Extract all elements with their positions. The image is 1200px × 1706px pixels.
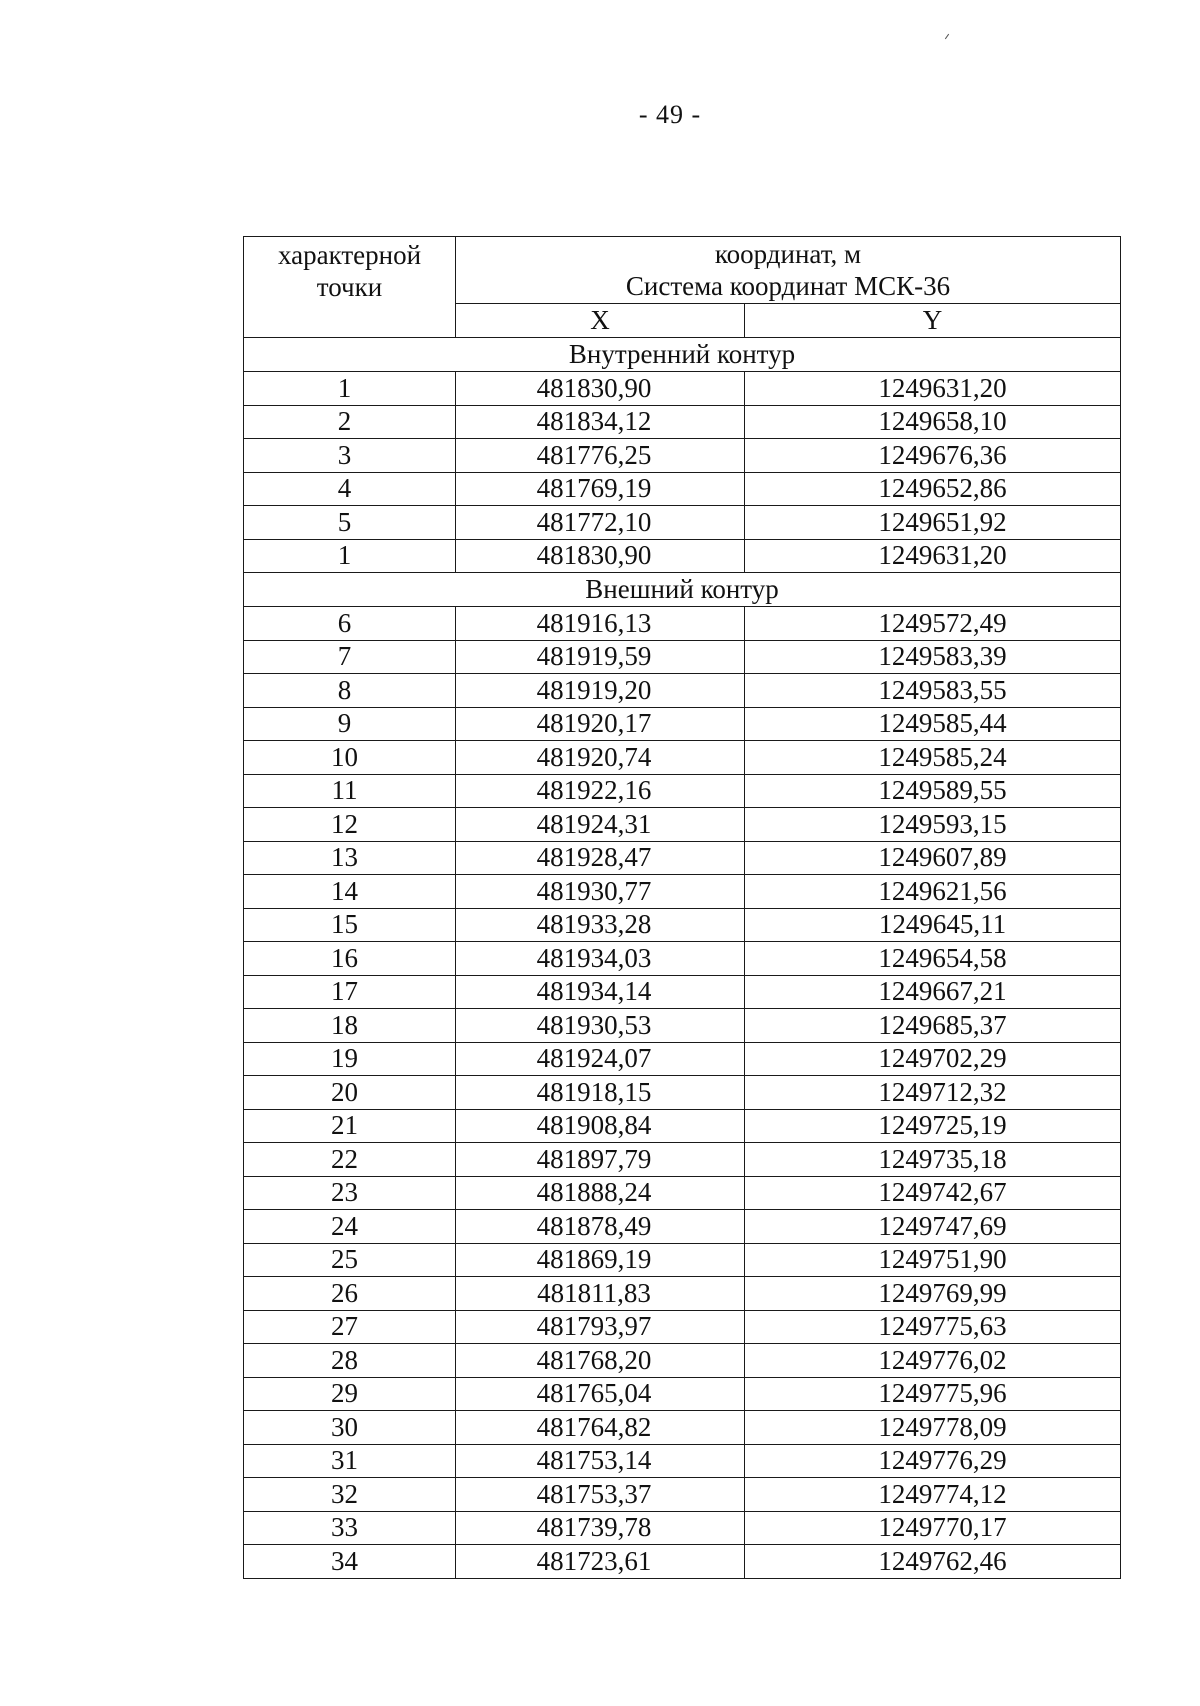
x-coordinate-cell: 481919,59 [456,640,745,674]
point-number-cell: 26 [244,1277,456,1311]
point-number-cell: 6 [244,607,456,641]
table-row [244,674,1121,708]
point-number-cell: 23 [244,1176,456,1210]
table-row [244,472,1121,506]
point-number-cell: 10 [244,741,456,775]
y-coordinate-cell: 1249585,44 [745,707,1121,741]
point-number-cell: 22 [244,1143,456,1177]
x-coordinate-cell: 481753,14 [456,1444,745,1478]
coordinates-header-line-1: координат, м [714,238,862,269]
point-number-cell: 32 [244,1478,456,1512]
point-number-cell: 16 [244,942,456,976]
y-coordinate-cell: 1249572,49 [745,607,1121,641]
y-coordinate-cell: 1249725,19 [745,1109,1121,1143]
x-coordinate-cell: 481920,17 [456,707,745,741]
table-row [244,975,1121,1009]
y-coordinate-cell: 1249775,96 [745,1377,1121,1411]
point-number-cell: 1 [244,539,456,573]
x-coordinate-cell: 481834,12 [456,405,745,439]
x-coordinate-cell: 481922,16 [456,774,745,808]
point-number-cell: 33 [244,1511,456,1545]
point-number-cell: 13 [244,841,456,875]
table-row [244,506,1121,540]
point-number-cell: 29 [244,1377,456,1411]
point-number-header [244,237,456,338]
point-number-cell: 8 [244,674,456,708]
y-coordinate-cell: 1249593,15 [745,808,1121,842]
point-number-cell: 28 [244,1344,456,1378]
table-row [244,841,1121,875]
y-coordinate-cell: 1249769,99 [745,1277,1121,1311]
x-column-header: X [456,303,745,337]
x-coordinate-cell: 481888,24 [456,1176,745,1210]
section-title: Внешний контур [244,573,1121,607]
coordinates-header [456,237,1121,304]
point-number-cell: 24 [244,1210,456,1244]
y-coordinate-cell: 1249658,10 [745,405,1121,439]
x-coordinate-cell: 481878,49 [456,1210,745,1244]
table-row [244,405,1121,439]
coordinates-table-body [244,237,1121,1579]
y-coordinate-cell: 1249742,67 [745,1176,1121,1210]
page-number: - 49 - [638,100,702,129]
point-number-header-line-2: точки [316,272,383,302]
point-number-cell: 12 [244,808,456,842]
y-coordinate-cell: 1249751,90 [745,1243,1121,1277]
x-coordinate-cell: 481934,14 [456,975,745,1009]
coordinates-table [243,236,1121,1579]
x-coordinate-cell: 481723,61 [456,1545,745,1579]
y-coordinate-cell: 1249583,55 [745,674,1121,708]
table-row [244,1143,1121,1177]
point-number-cell: 20 [244,1076,456,1110]
point-number-cell: 17 [244,975,456,1009]
y-coordinate-cell: 1249652,86 [745,472,1121,506]
table-row [244,1411,1121,1445]
section-title: Внутренний контур [244,338,1121,372]
y-coordinate-cell: 1249667,21 [745,975,1121,1009]
table-row [244,1009,1121,1043]
table-row [244,1109,1121,1143]
point-number-cell: 19 [244,1042,456,1076]
y-coordinate-cell: 1249607,89 [745,841,1121,875]
y-coordinate-cell: 1249651,92 [745,506,1121,540]
x-coordinate-cell: 481924,07 [456,1042,745,1076]
x-coordinate-cell: 481753,37 [456,1478,745,1512]
point-number-cell: 31 [244,1444,456,1478]
table-row [244,707,1121,741]
point-number-cell: 18 [244,1009,456,1043]
x-coordinate-cell: 481739,78 [456,1511,745,1545]
point-number-cell: 7 [244,640,456,674]
x-coordinate-cell: 481918,15 [456,1076,745,1110]
point-number-cell: 4 [244,472,456,506]
table-row [244,1344,1121,1378]
section-row [244,573,1121,607]
table-row [244,942,1121,976]
table-row [244,1210,1121,1244]
point-number-cell: 2 [244,405,456,439]
y-coordinate-cell: 1249631,20 [745,372,1121,406]
point-number-cell: 9 [244,707,456,741]
x-coordinate-cell: 481793,97 [456,1310,745,1344]
y-column-header: Y [745,303,1121,337]
y-coordinate-cell: 1249778,09 [745,1411,1121,1445]
x-coordinate-cell: 481919,20 [456,674,745,708]
x-coordinate-cell: 481920,74 [456,741,745,775]
table-row [244,875,1121,909]
point-number-cell: 34 [244,1545,456,1579]
table-row [244,1176,1121,1210]
x-coordinate-cell: 481916,13 [456,607,745,641]
y-coordinate-cell: 1249631,20 [745,539,1121,573]
coordinates-header-line-2: Система координат МСК-36 [625,270,951,301]
x-coordinate-cell: 481772,10 [456,506,745,540]
y-coordinate-cell: 1249735,18 [745,1143,1121,1177]
y-coordinate-cell: 1249654,58 [745,942,1121,976]
y-coordinate-cell: 1249712,32 [745,1076,1121,1110]
scan-mark [945,34,949,39]
point-number-cell: 11 [244,774,456,808]
table-row [244,741,1121,775]
table-row [244,1545,1121,1579]
section-row [244,338,1121,372]
x-coordinate-cell: 481764,82 [456,1411,745,1445]
x-coordinate-cell: 481934,03 [456,942,745,976]
y-coordinate-cell: 1249676,36 [745,439,1121,473]
x-coordinate-cell: 481769,19 [456,472,745,506]
x-coordinate-cell: 481897,79 [456,1143,745,1177]
y-coordinate-cell: 1249774,12 [745,1478,1121,1512]
point-number-header-line-1: характерной [277,240,422,270]
point-number-cell: 15 [244,908,456,942]
y-coordinate-cell: 1249645,11 [745,908,1121,942]
point-number-cell: 5 [244,506,456,540]
table-header-row [244,237,1121,304]
y-coordinate-cell: 1249747,69 [745,1210,1121,1244]
table-row [244,607,1121,641]
y-coordinate-cell: 1249770,17 [745,1511,1121,1545]
table-row [244,774,1121,808]
point-number-cell: 14 [244,875,456,909]
table-row [244,1310,1121,1344]
table-row [244,1243,1121,1277]
table-row [244,1277,1121,1311]
table-row [244,640,1121,674]
point-number-cell: 25 [244,1243,456,1277]
y-coordinate-cell: 1249583,39 [745,640,1121,674]
point-number-cell: 1 [244,372,456,406]
point-number-cell: 3 [244,439,456,473]
y-coordinate-cell: 1249776,29 [745,1444,1121,1478]
y-coordinate-cell: 1249585,24 [745,741,1121,775]
x-coordinate-cell: 481811,83 [456,1277,745,1311]
table-row [244,1511,1121,1545]
table-row [244,1444,1121,1478]
x-coordinate-cell: 481768,20 [456,1344,745,1378]
x-coordinate-cell: 481830,90 [456,539,745,573]
point-number-cell: 30 [244,1411,456,1445]
x-coordinate-cell: 481930,77 [456,875,745,909]
table-row [244,539,1121,573]
y-coordinate-cell: 1249702,29 [745,1042,1121,1076]
table-row [244,908,1121,942]
x-coordinate-cell: 481930,53 [456,1009,745,1043]
y-coordinate-cell: 1249776,02 [745,1344,1121,1378]
table-row [244,372,1121,406]
x-coordinate-cell: 481869,19 [456,1243,745,1277]
table-row [244,1478,1121,1512]
table-row [244,808,1121,842]
y-coordinate-cell: 1249621,56 [745,875,1121,909]
point-number-cell: 21 [244,1109,456,1143]
table-row [244,1377,1121,1411]
x-coordinate-cell: 481908,84 [456,1109,745,1143]
y-coordinate-cell: 1249762,46 [745,1545,1121,1579]
table-row [244,439,1121,473]
x-coordinate-cell: 481933,28 [456,908,745,942]
table-row [244,1076,1121,1110]
x-coordinate-cell: 481765,04 [456,1377,745,1411]
y-coordinate-cell: 1249685,37 [745,1009,1121,1043]
x-coordinate-cell: 481830,90 [456,372,745,406]
table-row [244,1042,1121,1076]
point-number-cell: 27 [244,1310,456,1344]
x-coordinate-cell: 481776,25 [456,439,745,473]
x-coordinate-cell: 481928,47 [456,841,745,875]
x-coordinate-cell: 481924,31 [456,808,745,842]
y-coordinate-cell: 1249775,63 [745,1310,1121,1344]
y-coordinate-cell: 1249589,55 [745,774,1121,808]
